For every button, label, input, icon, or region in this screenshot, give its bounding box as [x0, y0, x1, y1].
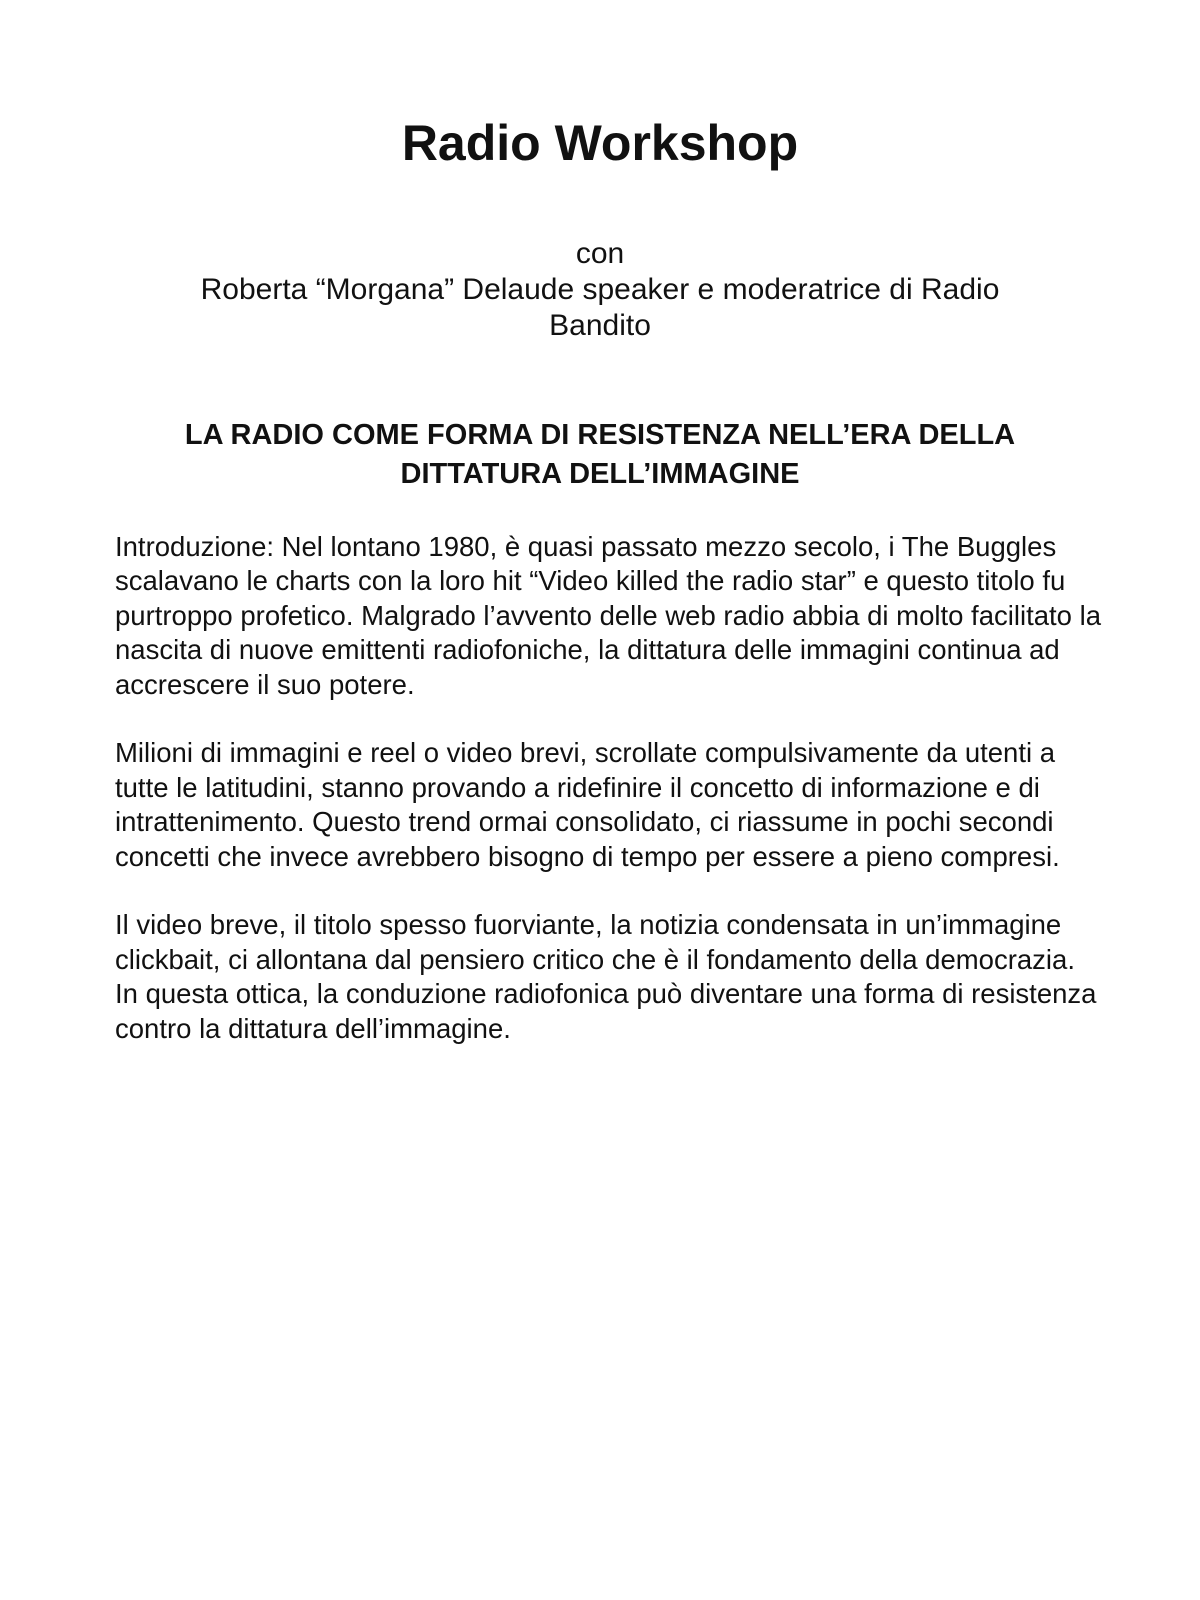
presenter-with-label: con [575, 237, 625, 270]
section-subtitle: LA RADIO COME FORMA DI RESISTENZA NELL’ERA DELLA DITTATURA DELL’IMMAGINE [184, 419, 1016, 490]
paragraph-resistance: In questa ottica, la conduzione radiofonica può diventare una forma di resistenza contro la dittatura dell’immagine. [115, 978, 1097, 1044]
page-title: Radio Workshop [401, 115, 799, 171]
paragraph-images: Milioni di immagini e reel o video brevi, scrollate compulsivamente da utenti a tutte le latitudini, stanno provando a ridefinire il concetto di informazione e di intrattenimento. Questo trend ormai consolidato, ci riassume in pochi secondi concetti che invece avrebbero bisogno di tempo per essere a pieno compresi. [115, 737, 1060, 872]
presenter-description: Roberta “Morgana” Delaude speaker e moderatrice di Radio Bandito [200, 273, 1000, 342]
paragraph-clickbait: Il video breve, il titolo spesso fuorviante, la notizia condensata in un’immagine clickbait, ci allontana dal pensiero critico che è il fondamento della democrazia. [115, 909, 1075, 975]
paragraph-introduction: Introduzione: Nel lontano 1980, è quasi passato mezzo secolo, i The Buggles scalavano le charts con la loro hit “Video killed the radio star” e questo titolo fu purtroppo profetico. Malgrado l’avvento delle web radio abbia di molto facilitato la nascita di nuove emittenti radiofoniche, la dittatura delle immagini continua ad accrescere il suo potere. [115, 531, 1101, 700]
body-text [115, 530, 1105, 1046]
presenter-block [150, 236, 1050, 344]
